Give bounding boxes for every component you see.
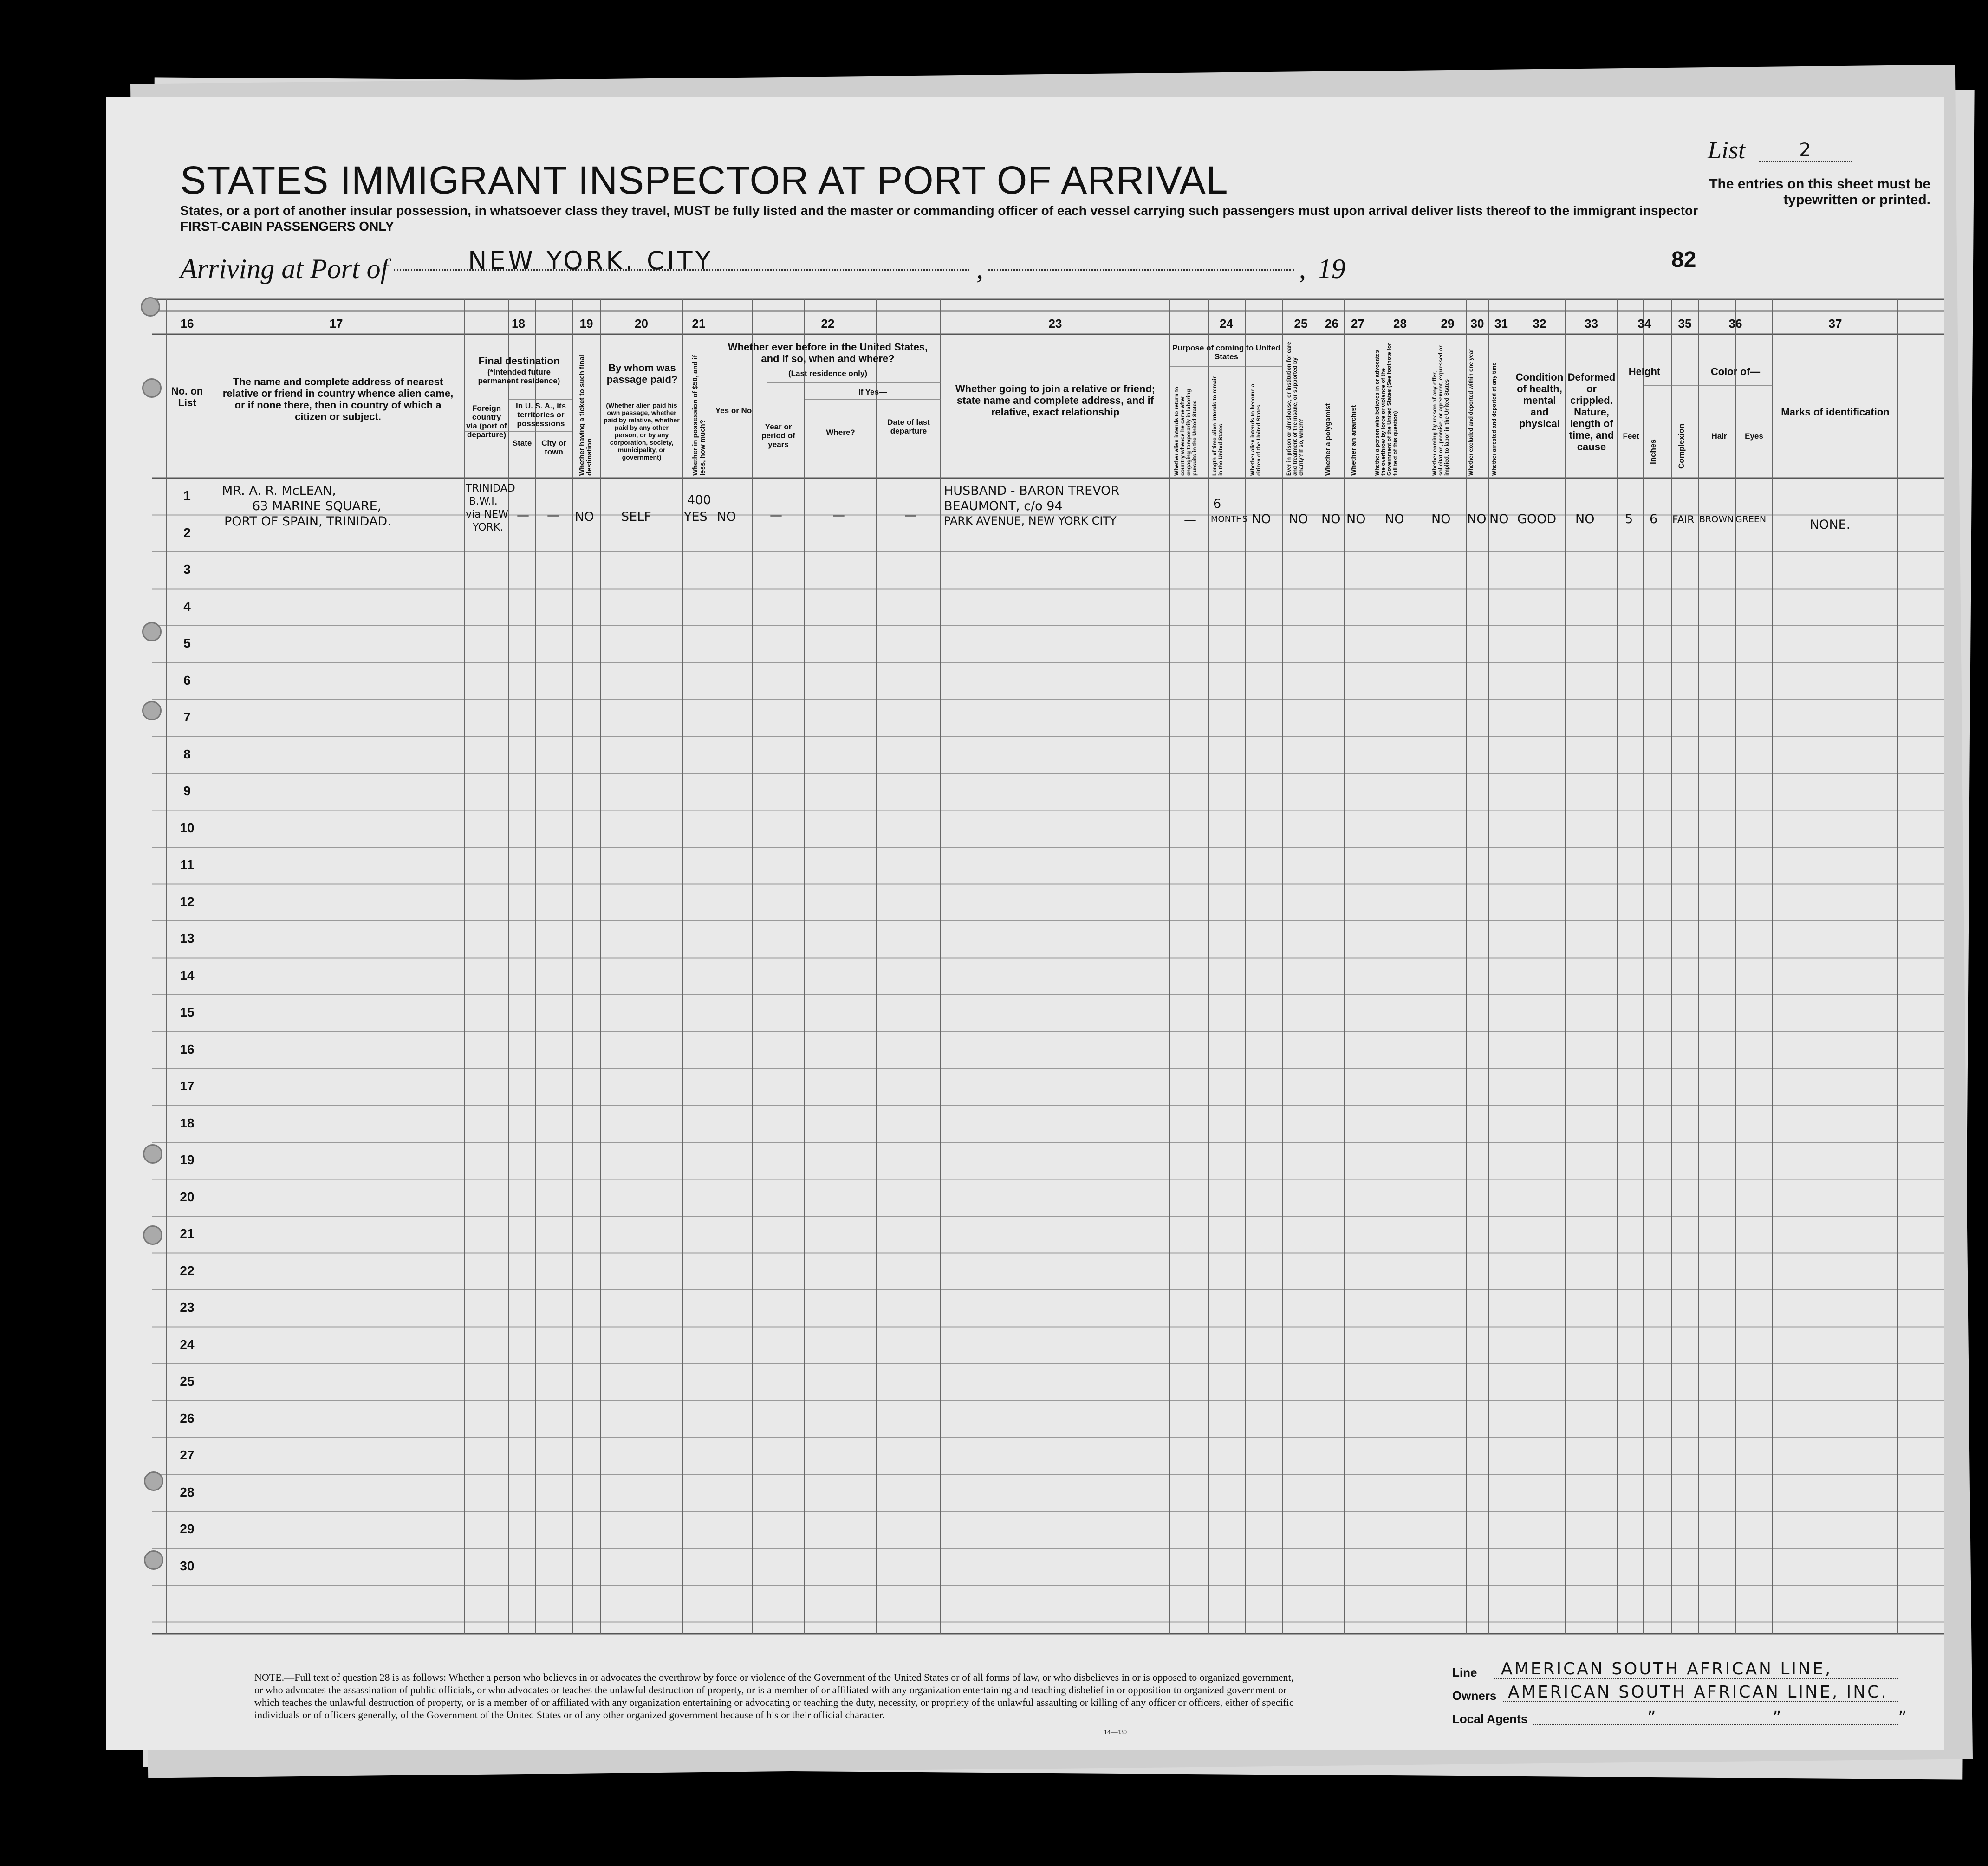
entry-departure: — xyxy=(904,508,917,523)
punch-hole xyxy=(142,701,162,720)
page-title: STATES IMMIGRANT INSPECTOR AT PORT OF ARRIVAL xyxy=(180,158,1228,202)
entry-where: — xyxy=(832,508,845,523)
entry-citizen: NO xyxy=(1252,512,1271,526)
row-number: 15 xyxy=(180,1005,195,1019)
row-number: 10 xyxy=(180,820,195,835)
col-header-purpose: Purpose of coming to United States xyxy=(1172,343,1280,361)
footnote-question-28: NOTE.—Full text of question 28 is as follows: Whether a person who believes in or advocates the overthrow by force or violence of the Government of the United States or of all forms of law, or who disbelieves in or is opposed to organized government, or who advocates the assassination of public officials, or who advocates or teaches the unlawful destruction of property, or is a member of or affiliated with any organization entertaining and teaching disbelief in or opposition to organized government or which teaches the unlawful destruction of property, or is a member of or affiliated with any organization entertaining or advocating or teaching the duty, necessity, or propriety of the unlawful assaulting or killing of any officer or officers, either of specific individuals or of officers generally, of the Government of the United States or of any other organized government because of his or their official character. xyxy=(254,1672,1294,1721)
row-number: 8 xyxy=(183,746,191,761)
col-header-where: Where? xyxy=(826,428,855,437)
col-num-16: 16 xyxy=(180,317,194,330)
row-number: 16 xyxy=(180,1042,195,1056)
punch-hole xyxy=(142,622,162,641)
local-agents-label: Local Agents xyxy=(1452,1712,1528,1726)
row-number: 2 xyxy=(183,525,191,540)
entry-foreign-line3: via NEW xyxy=(466,509,508,520)
row-number: 1 xyxy=(183,488,191,503)
col-header-feet: Feet xyxy=(1623,432,1639,441)
entry-return-country: — xyxy=(1184,513,1196,527)
separator: , xyxy=(1299,253,1306,284)
entry-marks: NONE. xyxy=(1810,518,1851,532)
entry-city: — xyxy=(547,508,559,523)
owners-value: AMERICAN SOUTH AFRICAN LINE, INC. xyxy=(1508,1683,1888,1702)
row-number: 4 xyxy=(183,599,191,614)
entry-q28: NO xyxy=(1385,512,1404,526)
col-num-33: 33 xyxy=(1585,317,1598,330)
entry-join-line1: HUSBAND - BARON TREVOR xyxy=(944,484,1120,498)
col-num-25: 25 xyxy=(1294,317,1308,330)
col-num-31: 31 xyxy=(1494,317,1508,330)
col-num-28: 28 xyxy=(1393,317,1407,330)
row-number: 9 xyxy=(183,784,191,798)
col-header-citizen-intent: Whether alien intends to become a citizen of the United States xyxy=(1249,383,1262,476)
col-header-yes-no: Yes or No xyxy=(715,406,752,415)
entry-deformed: NO xyxy=(1575,512,1595,526)
col-header-in-usa: In U. S. A., its territories or possessions xyxy=(516,402,566,428)
col-header-join-relative: Whether going to join a relative or friend; state name and complete address, and if relative, exact relationship xyxy=(955,383,1156,418)
col-num-37: 37 xyxy=(1828,317,1842,330)
punch-hole xyxy=(141,297,160,317)
entry-excluded: NO xyxy=(1467,512,1487,526)
col-num-32: 32 xyxy=(1533,317,1546,330)
entry-foreign-line2: B.W.I. xyxy=(469,496,498,507)
entry-before-us: NO xyxy=(717,510,736,524)
col-header-final-destination-note: (*Intended future permanent residence) xyxy=(478,368,560,385)
col-num-21: 21 xyxy=(692,317,706,330)
col-header-nearest-relative: The name and complete address of nearest relative or friend in country whence alien came, or if none there, then in country of which a citizen or subject. xyxy=(222,376,454,422)
row-number: 13 xyxy=(180,931,195,946)
col-header-final-destination: Final destination xyxy=(478,355,560,367)
entry-years: — xyxy=(770,508,782,523)
col-header-no-on-list: No. on List xyxy=(171,385,203,408)
entry-hair: BROWN xyxy=(1699,514,1734,525)
entry-money-amount: 400 xyxy=(687,493,711,507)
row-number: 30 xyxy=(180,1558,195,1573)
entry-relative-line2: 63 MARINE SQUARE, xyxy=(252,499,382,513)
punch-hole xyxy=(143,1144,162,1164)
row-number: 12 xyxy=(180,894,195,909)
table-grid xyxy=(106,97,1944,1750)
entry-anarchist: NO xyxy=(1346,512,1366,526)
separator: , xyxy=(976,253,983,284)
col-num-34: 34 xyxy=(1637,317,1651,330)
col-header-money: Whether in possession of $50, and if less, how much? xyxy=(691,355,707,476)
entry-eyes: GREEN xyxy=(1735,514,1767,525)
row-number: 3 xyxy=(183,562,191,577)
entry-ticket: NO xyxy=(575,510,594,524)
entry-relative-line1: MR. A. R. McLEAN, xyxy=(222,484,336,498)
entry-money-yes: YES xyxy=(684,510,708,524)
col-header-labor-offer: Whether coming by reason of any offer, solicitation, promise, or agreement, expressed or implied, to labor in the United States xyxy=(1431,345,1450,476)
col-header-passage-note: (Whether alien paid his own passage, whether paid by relative, whether paid by any other person, or by any corporation, society, municipality, or government) xyxy=(604,402,680,461)
row-number: 6 xyxy=(183,673,191,687)
col-num-30: 30 xyxy=(1470,317,1484,330)
col-num-27: 27 xyxy=(1351,317,1364,330)
entry-foreign-line4: YORK. xyxy=(473,522,504,533)
col-num-36: 36 xyxy=(1728,317,1742,330)
entry-foreign-line1: TRINIDAD xyxy=(466,483,515,494)
col-header-before-in-us: Whether ever before in the United States, and if so, when and where? xyxy=(728,341,928,364)
row-number: 29 xyxy=(180,1522,195,1536)
col-header-deformed: Deformed or crippled. Nature, length of time, and cause xyxy=(1567,371,1616,453)
row-number: 22 xyxy=(180,1263,195,1278)
entry-join-line3: PARK AVENUE, NEW YORK CITY xyxy=(944,514,1117,527)
row-number: 27 xyxy=(180,1448,195,1462)
col-header-foreign-country: Foreign country via (port of departure) xyxy=(466,404,507,439)
col-header-ticket: Whether having a ticket to such final destination xyxy=(578,355,593,476)
col-header-year-period: Year or period of years xyxy=(761,422,795,449)
year-prefix: 19 xyxy=(1318,253,1345,284)
col-num-18: 18 xyxy=(512,317,525,330)
col-header-if-yes: If Yes— xyxy=(858,388,887,396)
col-header-complexion: Complexion xyxy=(1677,423,1686,469)
entry-feet: 5 xyxy=(1625,512,1633,526)
arriving-label: Arriving at Port of xyxy=(180,253,389,284)
entry-health: GOOD xyxy=(1517,512,1557,526)
row-number: 28 xyxy=(180,1484,195,1499)
col-header-hair: Hair xyxy=(1711,432,1727,441)
entry-polygamist: NO xyxy=(1321,512,1341,526)
row-number: 18 xyxy=(180,1115,195,1130)
col-header-color: Color of— xyxy=(1710,366,1761,377)
col-num-26: 26 xyxy=(1325,317,1338,330)
col-num-20: 20 xyxy=(635,317,648,330)
manifest-page xyxy=(106,97,1962,1750)
row-number: 20 xyxy=(180,1189,195,1204)
row-number: 5 xyxy=(183,636,191,650)
entry-relative-line3: PORT OF SPAIN, TRINIDAD. xyxy=(224,514,391,529)
col-header-q28: Whether a person who believes in or advocates the overthrow by force or violence of the Government of the United States (See footnote for full text of this question) xyxy=(1374,343,1398,476)
col-header-inches: Inches xyxy=(1649,439,1657,464)
col-num-24: 24 xyxy=(1220,317,1233,330)
row-number: 26 xyxy=(180,1411,195,1425)
line-label: Line xyxy=(1452,1665,1477,1679)
punch-hole xyxy=(144,1550,163,1570)
entry-complexion: FAIR xyxy=(1672,514,1695,526)
punch-hole xyxy=(144,1471,163,1491)
row-number: 24 xyxy=(180,1337,195,1352)
col-header-polygamist: Whether a polygamist xyxy=(1324,403,1332,476)
row-number: 21 xyxy=(180,1226,195,1241)
row-number: 14 xyxy=(180,968,195,983)
port-value: NEW YORK. CITY xyxy=(468,246,714,275)
col-header-city: City or town xyxy=(541,439,566,456)
col-header-marks: Marks of identification xyxy=(1781,406,1890,418)
list-number: 2 xyxy=(1759,139,1852,162)
punch-hole xyxy=(143,1225,162,1245)
col-header-return-country: Whether alien intends to return to country whence he came after engaging temporarily in laboring pursuits in the United States xyxy=(1173,386,1198,476)
row-number: 17 xyxy=(180,1079,195,1093)
punch-hole xyxy=(142,378,162,398)
entry-prison: NO xyxy=(1289,512,1308,526)
entry-length-unit: MONTHS xyxy=(1211,514,1248,524)
subtitle-instructions: States, or a port of another insular possession, in whatsoever class they travel, MUST be fully listed and the master or commanding officer of each vessel carrying such passengers must upon arrival deliver lists thereof to the immigrant inspector xyxy=(180,203,1698,218)
form-number: 14—430 xyxy=(1104,1729,1127,1736)
entry-state: — xyxy=(517,508,529,523)
col-num-23: 23 xyxy=(1048,317,1062,330)
entry-inches: 6 xyxy=(1650,512,1658,526)
row-number: 19 xyxy=(180,1153,195,1167)
list-label: List xyxy=(1708,136,1746,164)
col-header-last-departure: Date of last departure xyxy=(887,418,930,435)
col-header-length-stay: Length of time alien intends to remain in the United States xyxy=(1211,375,1224,476)
col-num-29: 29 xyxy=(1441,317,1455,330)
col-header-deported: Whether arrested and deported at any time xyxy=(1491,362,1497,476)
col-num-17: 17 xyxy=(329,317,343,330)
entry-paid-by: SELF xyxy=(621,510,651,524)
col-header-eyes: Eyes xyxy=(1745,432,1763,441)
col-header-passage-paid: By whom was passage paid? xyxy=(606,362,678,385)
row-number: 11 xyxy=(180,857,194,872)
col-num-35: 35 xyxy=(1678,317,1692,330)
col-header-excluded: Whether excluded and deported within one year xyxy=(1468,349,1474,476)
col-header-prison: Ever in prison or almshouse, or institution for care and treatment of the insane, or supported by charity? If so, which? xyxy=(1286,342,1304,476)
owners-label: Owners xyxy=(1452,1689,1497,1703)
col-header-health: Condition of health, mental and physical xyxy=(1515,371,1564,429)
typewritten-note: The entries on this sheet must be typewritten or printed. xyxy=(1709,176,1930,207)
col-header-state: State xyxy=(512,439,532,447)
line-value: AMERICAN SOUTH AFRICAN LINE, xyxy=(1501,1659,1832,1678)
col-header-last-residence: (Last residence only) xyxy=(788,369,868,378)
entry-length-number: 6 xyxy=(1213,497,1221,511)
local-agents-value: ” ” ” xyxy=(1647,1708,1962,1727)
row-number: 25 xyxy=(180,1374,195,1388)
col-num-19: 19 xyxy=(579,317,593,330)
page-number: 82 xyxy=(1671,247,1696,272)
row-number: 23 xyxy=(180,1300,195,1315)
col-num-22: 22 xyxy=(821,317,835,330)
entry-labor-offer: NO xyxy=(1431,512,1451,526)
col-header-height: Height xyxy=(1628,366,1661,377)
row-number: 7 xyxy=(183,710,191,724)
subtitle-first-cabin: FIRST-CABIN PASSENGERS ONLY xyxy=(180,219,394,233)
entry-deported: NO xyxy=(1489,512,1509,526)
col-header-anarchist: Whether an anarchist xyxy=(1350,405,1358,476)
entry-join-line2: BEAUMONT, c/o 94 xyxy=(944,499,1063,513)
